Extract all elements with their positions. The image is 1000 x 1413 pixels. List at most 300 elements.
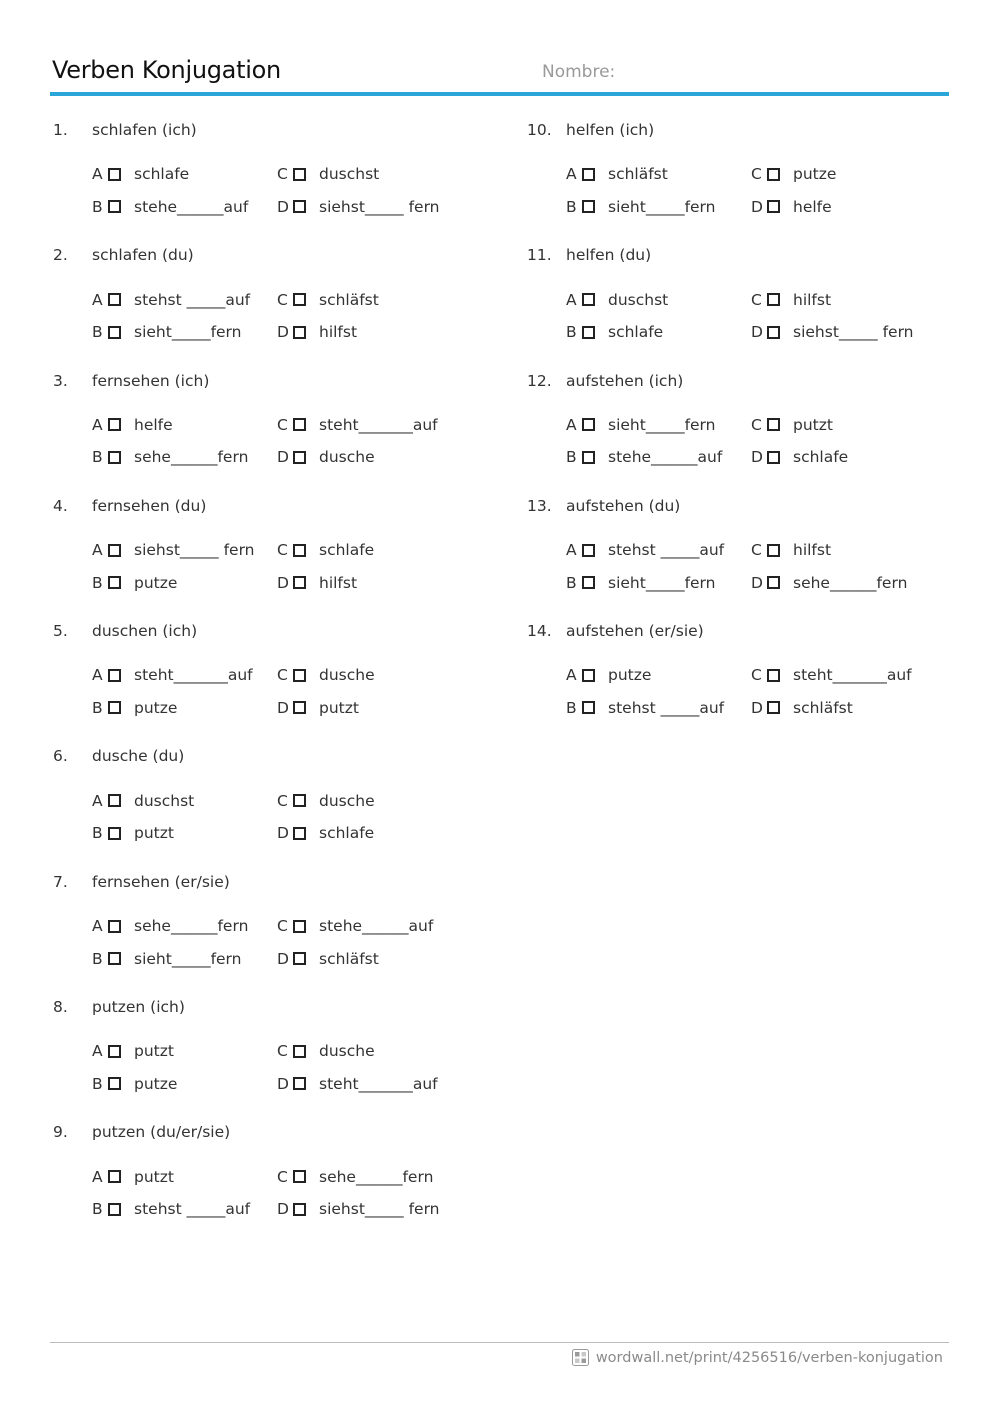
answer-checkbox[interactable] — [108, 576, 121, 589]
answer-checkbox[interactable] — [767, 451, 780, 464]
option-letter: C — [751, 165, 762, 184]
answer-option[interactable] — [92, 659, 277, 692]
option-text: helfe — [134, 415, 173, 434]
question-number: 12. — [527, 371, 552, 390]
question-6 — [53, 743, 493, 868]
answer-checkbox[interactable] — [767, 200, 780, 213]
question-prompt: dusche (du) — [92, 747, 185, 766]
answer-option[interactable] — [277, 817, 462, 850]
answer-option[interactable] — [92, 784, 277, 817]
option-letter: A — [92, 666, 103, 685]
option-letter: B — [92, 949, 103, 968]
page-title: Verben Konjugation — [52, 56, 281, 84]
option-letter: D — [277, 824, 289, 843]
answer-options — [566, 409, 967, 474]
answer-option[interactable] — [92, 191, 277, 224]
question-13 — [527, 493, 967, 618]
option-text: duschst — [608, 290, 669, 309]
answer-option[interactable] — [751, 692, 936, 725]
answer-option[interactable] — [566, 409, 751, 442]
question-header — [53, 994, 493, 1035]
answer-option[interactable] — [277, 283, 462, 316]
option-text: putze — [134, 1074, 178, 1093]
answer-options — [566, 534, 967, 599]
option-letter: A — [566, 541, 577, 560]
answer-option[interactable] — [566, 158, 751, 191]
question-14 — [527, 618, 967, 743]
answer-checkbox[interactable] — [293, 1203, 306, 1216]
answer-checkbox[interactable] — [108, 827, 121, 840]
option-text: schlafe — [319, 541, 375, 560]
answer-checkbox[interactable] — [293, 952, 306, 965]
option-letter: B — [92, 698, 103, 717]
answer-checkbox[interactable] — [767, 418, 780, 431]
option-text: schlafe — [134, 165, 190, 184]
answer-option[interactable] — [566, 283, 751, 316]
answer-option[interactable] — [566, 534, 751, 567]
option-letter: B — [566, 573, 577, 592]
option-text: dusche — [319, 666, 375, 685]
answer-option[interactable] — [277, 1160, 462, 1193]
option-letter: C — [751, 666, 762, 685]
header-divider — [50, 92, 949, 96]
option-text: schlafe — [319, 824, 375, 843]
answer-option[interactable] — [277, 692, 462, 725]
option-letter: A — [92, 290, 103, 309]
answer-checkbox[interactable] — [582, 701, 595, 714]
answer-option[interactable] — [277, 566, 462, 599]
question-11 — [527, 242, 967, 367]
option-letter: B — [566, 197, 577, 216]
question-header — [53, 618, 493, 659]
answer-option[interactable] — [277, 1035, 462, 1068]
question-header — [53, 368, 493, 409]
option-letter: A — [566, 290, 577, 309]
question-5 — [53, 618, 493, 743]
answer-option[interactable] — [751, 191, 936, 224]
answer-option[interactable] — [566, 692, 751, 725]
answer-checkbox[interactable] — [767, 293, 780, 306]
question-prompt: duschen (ich) — [92, 622, 198, 641]
question-2 — [53, 242, 493, 367]
option-text: putze — [793, 165, 837, 184]
option-letter: D — [277, 949, 289, 968]
answer-option[interactable] — [277, 1068, 462, 1101]
answer-checkbox[interactable] — [767, 701, 780, 714]
answer-options — [92, 910, 493, 975]
question-number: 11. — [527, 246, 552, 265]
option-text: siehst_____ fern — [793, 323, 914, 342]
question-prompt: aufstehen (du) — [566, 496, 681, 515]
option-text: steht_______auf — [134, 666, 253, 685]
question-10 — [527, 117, 967, 242]
question-header — [527, 618, 967, 659]
answer-checkbox[interactable] — [108, 200, 121, 213]
option-letter: C — [277, 1042, 288, 1061]
option-text: stehe______auf — [319, 917, 434, 936]
option-text: dusche — [319, 1042, 375, 1061]
question-header — [53, 117, 493, 158]
answer-option[interactable] — [751, 441, 936, 474]
answer-option[interactable] — [277, 158, 462, 191]
option-letter: A — [566, 165, 577, 184]
questions-column-left — [53, 117, 493, 1245]
option-text: steht_______auf — [793, 666, 912, 685]
answer-checkbox[interactable] — [108, 544, 121, 557]
question-number: 6. — [53, 747, 68, 766]
option-letter: A — [566, 666, 577, 685]
question-prompt: fernsehen (er/sie) — [92, 872, 230, 891]
answer-checkbox[interactable] — [293, 326, 306, 339]
option-letter: B — [92, 824, 103, 843]
option-text: sieht_____fern — [134, 323, 242, 342]
answer-checkbox[interactable] — [582, 168, 595, 181]
option-letter: D — [277, 323, 289, 342]
option-letter: D — [751, 197, 763, 216]
question-prompt: putzen (ich) — [92, 998, 185, 1017]
answer-option[interactable] — [92, 692, 277, 725]
answer-checkbox[interactable] — [108, 1170, 121, 1183]
question-12 — [527, 368, 967, 493]
question-prompt: fernsehen (ich) — [92, 371, 210, 390]
answer-checkbox[interactable] — [108, 326, 121, 339]
answer-checkbox[interactable] — [767, 326, 780, 339]
option-text: schläfst — [319, 949, 379, 968]
question-number: 1. — [53, 121, 68, 139]
option-letter: B — [566, 323, 577, 342]
answer-checkbox[interactable] — [108, 794, 121, 807]
answer-option[interactable] — [751, 566, 936, 599]
answer-option[interactable] — [92, 158, 277, 191]
option-letter: D — [277, 1200, 289, 1219]
option-text: sehe______fern — [134, 917, 249, 936]
answer-checkbox[interactable] — [293, 293, 306, 306]
answer-checkbox[interactable] — [582, 200, 595, 213]
answer-option[interactable] — [277, 910, 462, 943]
question-number: 2. — [53, 246, 68, 265]
option-letter: A — [92, 415, 103, 434]
answer-checkbox[interactable] — [108, 1045, 121, 1058]
option-text: helfe — [793, 197, 832, 216]
answer-checkbox[interactable] — [108, 418, 121, 431]
question-header — [527, 368, 967, 409]
answer-checkbox[interactable] — [108, 168, 121, 181]
answer-option[interactable] — [566, 566, 751, 599]
option-text: sehe______fern — [319, 1167, 434, 1186]
question-number: 5. — [53, 622, 68, 641]
answer-checkbox[interactable] — [582, 451, 595, 464]
option-letter: C — [277, 917, 288, 936]
answer-options — [92, 784, 493, 849]
option-letter: C — [277, 791, 288, 810]
answer-checkbox[interactable] — [293, 451, 306, 464]
option-letter: C — [751, 290, 762, 309]
answer-checkbox[interactable] — [293, 827, 306, 840]
answer-option[interactable] — [92, 1193, 277, 1226]
answer-options — [92, 409, 493, 474]
option-letter: C — [277, 1167, 288, 1186]
answer-options — [92, 534, 493, 599]
question-number: 13. — [527, 496, 552, 515]
answer-checkbox[interactable] — [108, 1077, 121, 1090]
question-9 — [53, 1119, 493, 1244]
answer-checkbox[interactable] — [293, 168, 306, 181]
question-number: 7. — [53, 872, 68, 891]
question-7 — [53, 869, 493, 994]
option-text: putzt — [134, 824, 174, 843]
option-text: sieht_____fern — [608, 573, 716, 592]
question-number: 8. — [53, 998, 68, 1017]
answer-option[interactable] — [92, 1035, 277, 1068]
option-letter: B — [566, 448, 577, 467]
answer-option[interactable] — [566, 191, 751, 224]
option-text: stehst _____auf — [608, 541, 725, 560]
option-text: siehst_____ fern — [319, 197, 440, 216]
answer-options — [566, 283, 967, 348]
option-text: stehst _____auf — [608, 698, 725, 717]
wordwall-logo-icon — [572, 1349, 589, 1366]
answer-checkbox[interactable] — [582, 326, 595, 339]
option-text: putzt — [319, 698, 359, 717]
answer-checkbox[interactable] — [108, 701, 121, 714]
answer-option[interactable] — [277, 784, 462, 817]
option-letter: B — [92, 1074, 103, 1093]
option-text: sehe______fern — [793, 573, 908, 592]
option-text: schläfst — [319, 290, 379, 309]
answer-options — [92, 1160, 493, 1225]
answer-option[interactable] — [92, 1068, 277, 1101]
option-letter: C — [277, 541, 288, 560]
option-letter: A — [566, 415, 577, 434]
answer-option[interactable] — [92, 817, 277, 850]
option-text: dusche — [319, 448, 375, 467]
answer-option[interactable] — [92, 534, 277, 567]
answer-option[interactable] — [751, 534, 936, 567]
question-number: 4. — [53, 496, 68, 515]
option-letter: C — [277, 165, 288, 184]
answer-options — [92, 283, 493, 348]
option-text: stehst _____auf — [134, 1200, 251, 1219]
answer-option[interactable] — [92, 441, 277, 474]
option-letter: B — [92, 1200, 103, 1219]
answer-option[interactable] — [566, 659, 751, 692]
answer-option[interactable] — [92, 910, 277, 943]
option-letter: C — [277, 290, 288, 309]
answer-checkbox[interactable] — [293, 1045, 306, 1058]
answer-option[interactable] — [751, 316, 936, 349]
footer — [572, 1349, 943, 1366]
answer-checkbox[interactable] — [293, 1170, 306, 1183]
option-text: sehe______fern — [134, 448, 249, 467]
answer-checkbox[interactable] — [582, 576, 595, 589]
option-text: hilfst — [793, 290, 832, 309]
option-letter: A — [92, 1042, 103, 1061]
option-text: putze — [134, 698, 178, 717]
answer-option[interactable] — [277, 942, 462, 975]
option-text: sieht_____fern — [608, 415, 716, 434]
answer-checkbox[interactable] — [767, 544, 780, 557]
option-text: putzt — [793, 415, 833, 434]
question-prompt: aufstehen (ich) — [566, 371, 684, 390]
option-letter: D — [277, 573, 289, 592]
answer-checkbox[interactable] — [582, 293, 595, 306]
option-text: putzt — [134, 1167, 174, 1186]
answer-checkbox[interactable] — [293, 200, 306, 213]
answer-option[interactable] — [277, 191, 462, 224]
answer-option[interactable] — [277, 441, 462, 474]
answer-option[interactable] — [92, 316, 277, 349]
question-prompt: fernsehen (du) — [92, 496, 207, 515]
option-text: putzt — [134, 1042, 174, 1061]
option-letter: A — [92, 917, 103, 936]
answer-options — [92, 158, 493, 223]
option-letter: A — [92, 165, 103, 184]
answer-option[interactable] — [751, 409, 936, 442]
option-letter: D — [751, 448, 763, 467]
option-text: stehe______auf — [608, 448, 723, 467]
option-text: siehst_____ fern — [134, 541, 255, 560]
option-text: steht_______auf — [319, 415, 438, 434]
answer-checkbox[interactable] — [293, 544, 306, 557]
answer-options — [566, 659, 967, 724]
option-text: stehst _____auf — [134, 290, 251, 309]
answer-option[interactable] — [566, 441, 751, 474]
answer-option[interactable] — [751, 659, 936, 692]
answer-options — [92, 659, 493, 724]
answer-checkbox[interactable] — [293, 920, 306, 933]
answer-checkbox[interactable] — [293, 669, 306, 682]
question-header — [53, 1119, 493, 1160]
answer-checkbox[interactable] — [293, 418, 306, 431]
question-prompt: helfen (ich) — [566, 121, 655, 139]
option-text: putze — [608, 666, 652, 685]
answer-checkbox[interactable] — [108, 451, 121, 464]
option-letter: C — [751, 541, 762, 560]
option-letter: B — [92, 573, 103, 592]
answer-options — [92, 1035, 493, 1100]
option-text: siehst_____ fern — [319, 1200, 440, 1219]
question-prompt: putzen (du/er/sie) — [92, 1123, 231, 1142]
answer-option[interactable] — [277, 1193, 462, 1226]
answer-option[interactable] — [277, 316, 462, 349]
option-text: schläfst — [793, 698, 853, 717]
answer-option[interactable] — [751, 158, 936, 191]
question-number: 3. — [53, 371, 68, 390]
option-letter: B — [92, 197, 103, 216]
answer-option[interactable] — [92, 942, 277, 975]
question-number: 14. — [527, 622, 552, 641]
answer-option[interactable] — [92, 566, 277, 599]
answer-checkbox[interactable] — [582, 418, 595, 431]
name-label: Nombre: — [542, 62, 616, 82]
option-text: hilfst — [319, 323, 358, 342]
option-letter: D — [751, 573, 763, 592]
option-text: duschst — [134, 791, 195, 810]
answer-option[interactable] — [92, 409, 277, 442]
answer-checkbox[interactable] — [293, 1077, 306, 1090]
answer-option[interactable] — [92, 283, 277, 316]
answer-checkbox[interactable] — [108, 669, 121, 682]
option-letter: D — [751, 323, 763, 342]
option-text: schlafe — [608, 323, 664, 342]
option-letter: B — [92, 448, 103, 467]
question-1 — [53, 117, 493, 242]
option-text: stehe______auf — [134, 197, 249, 216]
answer-checkbox[interactable] — [767, 168, 780, 181]
option-text: sieht_____fern — [134, 949, 242, 968]
option-letter: D — [751, 698, 763, 717]
answer-option[interactable] — [277, 534, 462, 567]
question-header — [527, 117, 967, 158]
answer-option[interactable] — [277, 659, 462, 692]
answer-checkbox[interactable] — [108, 952, 121, 965]
question-number: 9. — [53, 1123, 68, 1142]
option-text: sieht_____fern — [608, 197, 716, 216]
question-prompt: helfen (du) — [566, 246, 652, 265]
option-letter: A — [92, 1167, 103, 1186]
answer-checkbox[interactable] — [582, 669, 595, 682]
option-letter: C — [277, 415, 288, 434]
question-header — [527, 493, 967, 534]
option-text: steht_______auf — [319, 1074, 438, 1093]
option-letter: D — [277, 197, 289, 216]
answer-checkbox[interactable] — [767, 576, 780, 589]
answer-checkbox[interactable] — [108, 1203, 121, 1216]
answer-option[interactable] — [277, 409, 462, 442]
questions-column-right — [527, 117, 967, 743]
option-letter: C — [751, 415, 762, 434]
option-letter: B — [566, 698, 577, 717]
option-letter: D — [277, 448, 289, 467]
option-text: duschst — [319, 165, 380, 184]
question-number: 10. — [527, 121, 552, 139]
answer-checkbox[interactable] — [293, 576, 306, 589]
answer-checkbox[interactable] — [767, 669, 780, 682]
option-letter: D — [277, 1074, 289, 1093]
question-8 — [53, 994, 493, 1119]
answer-checkbox[interactable] — [293, 701, 306, 714]
answer-checkbox[interactable] — [108, 920, 121, 933]
answer-checkbox[interactable] — [293, 794, 306, 807]
option-text: putze — [134, 573, 178, 592]
question-header — [53, 493, 493, 534]
footer-divider — [50, 1342, 949, 1343]
question-header — [53, 869, 493, 910]
option-text: hilfst — [793, 541, 832, 560]
answer-option[interactable] — [92, 1160, 277, 1193]
footer-url[interactable]: wordwall.net/print/4256516/verben-konjugation — [595, 1349, 943, 1366]
option-letter: A — [92, 791, 103, 810]
option-text: schläfst — [608, 165, 668, 184]
question-header — [53, 242, 493, 283]
answer-checkbox[interactable] — [108, 293, 121, 306]
option-text: hilfst — [319, 573, 358, 592]
question-prompt: schlafen (ich) — [92, 121, 197, 139]
answer-option[interactable] — [566, 316, 751, 349]
answer-option[interactable] — [751, 283, 936, 316]
question-header — [53, 743, 493, 784]
question-3 — [53, 368, 493, 493]
question-prompt: schlafen (du) — [92, 246, 194, 265]
question-4 — [53, 493, 493, 618]
option-letter: C — [277, 666, 288, 685]
question-header — [527, 242, 967, 283]
option-letter: A — [92, 541, 103, 560]
option-letter: B — [92, 323, 103, 342]
answer-checkbox[interactable] — [582, 544, 595, 557]
option-text: schlafe — [793, 448, 849, 467]
option-text: dusche — [319, 791, 375, 810]
